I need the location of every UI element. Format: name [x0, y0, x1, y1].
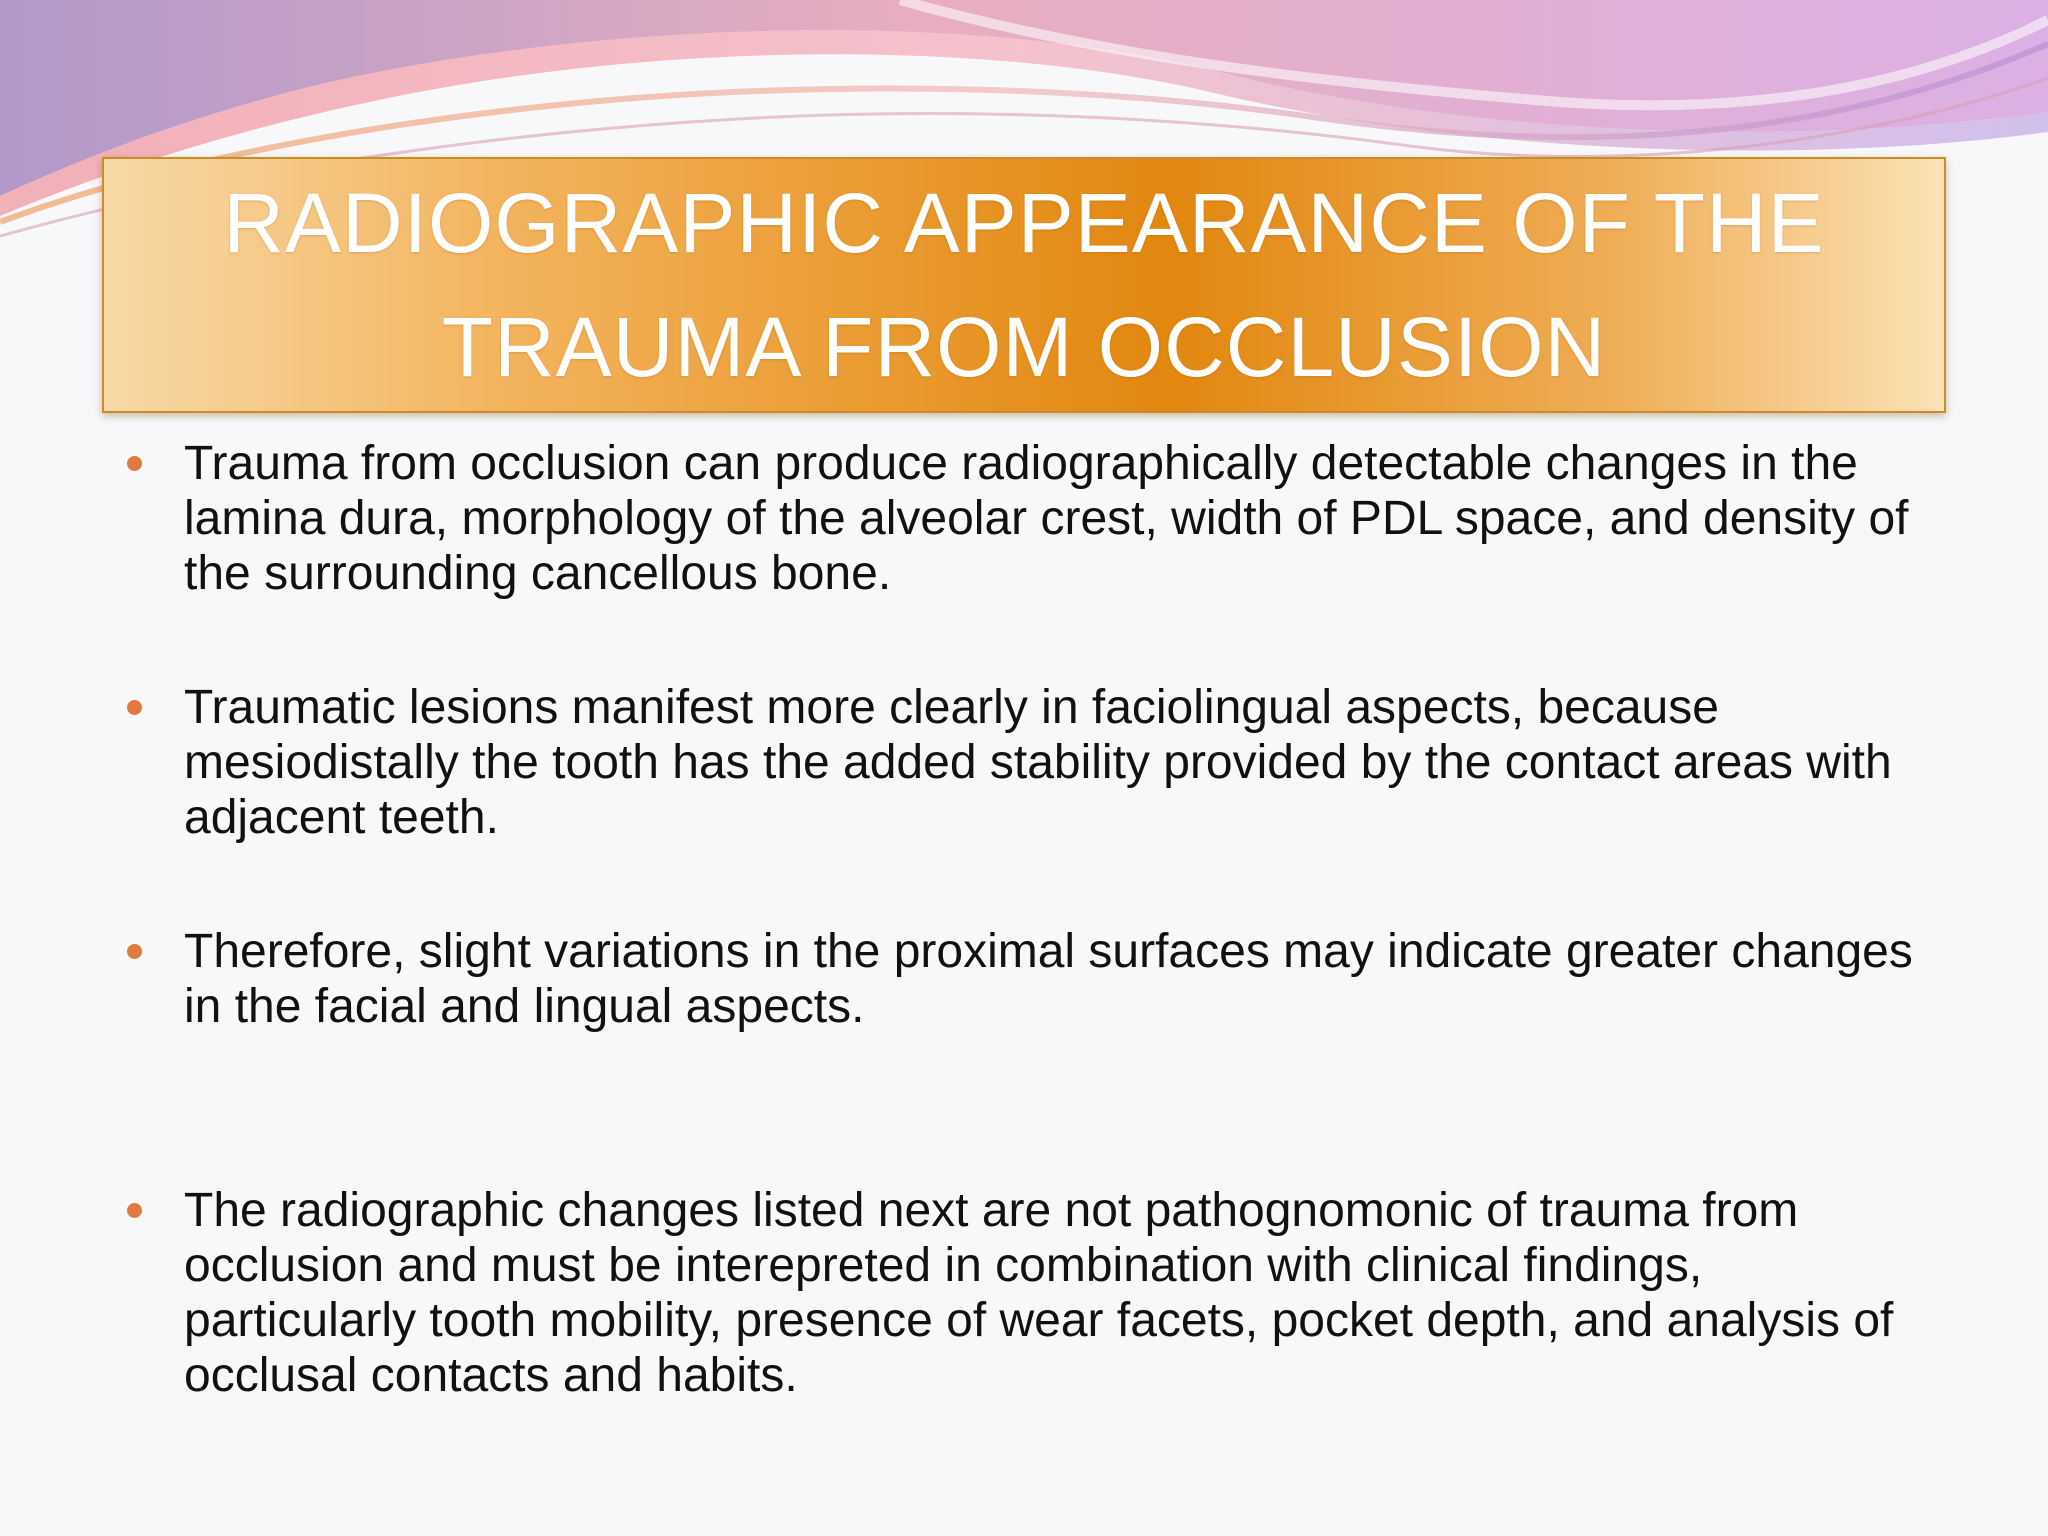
bullet-text-3: Therefore, slight variations in the proximal surfaces may indicate greater changes in the facial and lingual aspects.: [184, 925, 1913, 1033]
slide-title-line-1: RADIOGRAPHIC APPEARANCE OF THE: [223, 176, 1825, 270]
bullet-item-3: [120, 924, 1930, 1034]
title-banner: [102, 157, 1946, 413]
bullet-item-1: [120, 436, 1930, 601]
bullet-text-2: Traumatic lesions manifest more clearly in faciolingual aspects, because mesiodistally the tooth has the added stability provided by the contact areas with adjacent teeth.: [184, 681, 1892, 844]
bullet-dot-icon: [127, 944, 142, 959]
bullet-item-4: [120, 1183, 1930, 1403]
bullet-text-1: Trauma from occlusion can produce radiographically detectable changes in the lamina dura, morphology of the alveolar crest, width of PDL space, and density of the surrounding cancellous bone.: [184, 437, 1909, 600]
bullet-dot-icon: [127, 456, 142, 471]
slide-title-line-2: TRAUMA FROM OCCLUSION: [441, 300, 1607, 394]
bullet-item-2: [120, 680, 1930, 845]
bullet-dot-icon: [127, 1203, 142, 1218]
bullet-list: [120, 436, 1930, 1403]
bullet-text-4: The radiographic changes listed next are not pathognomonic of trauma from occlusion and must be interepreted in combination with clinical findings, particularly tooth mobility, presence of wear facets, pocket depth, and analysis of occlusal contacts and habits.: [184, 1184, 1894, 1402]
bullet-dot-icon: [127, 700, 142, 715]
slide-title: [174, 161, 1874, 409]
